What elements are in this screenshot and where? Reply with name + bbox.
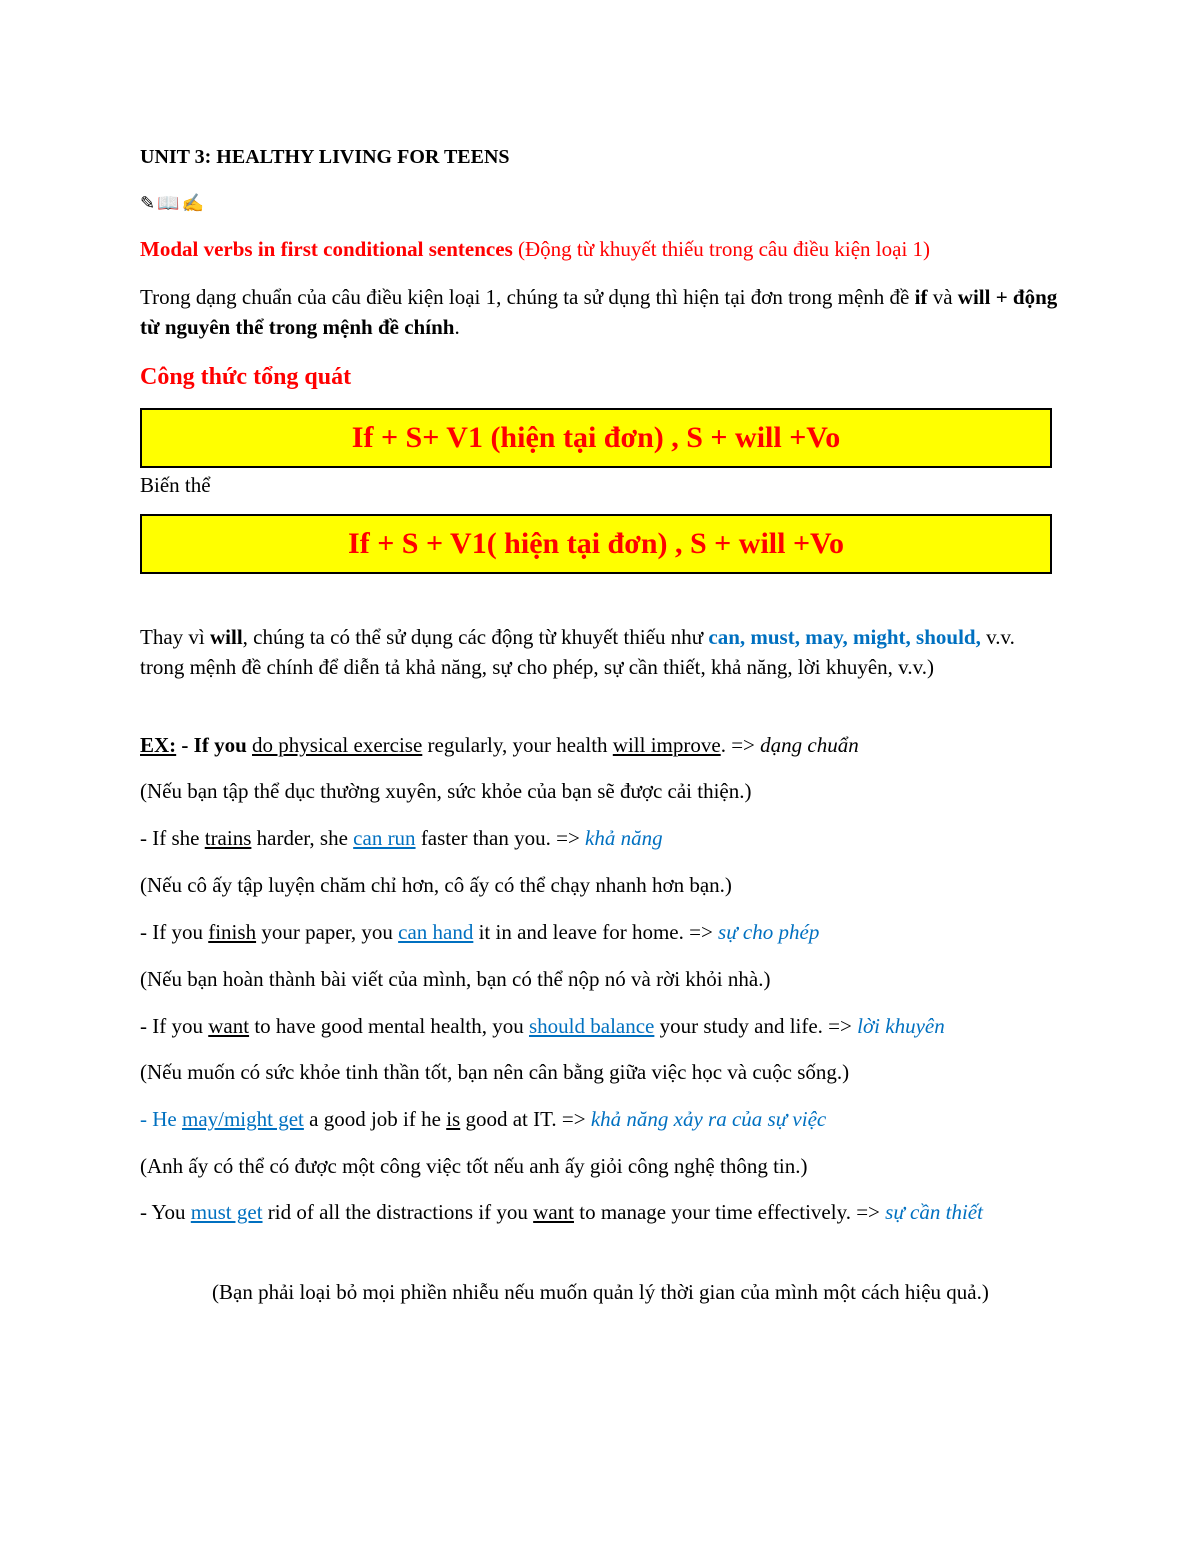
explain-paragraph bbox=[140, 622, 1060, 682]
example-translation: (Nếu bạn tập thể dục thường xuyên, sức khỏe của bạn sẽ được cải thiện.) bbox=[140, 779, 752, 803]
example-text: your study and life. => bbox=[654, 1014, 858, 1038]
example-translation: (Anh ấy có thể có được một công việc tốt nếu anh ấy giỏi công nghệ thông tin.) bbox=[140, 1154, 808, 1178]
example-underline: is bbox=[446, 1107, 461, 1131]
example-text: harder, she bbox=[251, 826, 354, 850]
example-sentence bbox=[140, 823, 1060, 853]
example-underline: finish bbox=[208, 920, 257, 944]
example-note: khả năng xảy ra của sự việc bbox=[590, 1107, 827, 1131]
example-text: - If she bbox=[140, 826, 205, 850]
example-subject: - He bbox=[140, 1107, 182, 1131]
intro-end: . bbox=[454, 315, 460, 339]
formula-box-standard bbox=[140, 408, 1052, 468]
section-heading-vi: (Động từ khuyết thiếu trong câu điều kiện loại 1) bbox=[518, 237, 931, 261]
example-modal: can hand bbox=[398, 920, 474, 944]
explain-will: will bbox=[209, 625, 243, 649]
example-translation: (Bạn phải loại bỏ mọi phiền nhiễu nếu muốn quản lý thời gian của mình một cách hiệu quả.) bbox=[212, 1280, 989, 1304]
example-translation: (Nếu bạn hoàn thành bài viết của mình, bạn có thể nộp nó và rời khỏi nhà.) bbox=[140, 967, 771, 991]
example-text: a good job if he bbox=[303, 1107, 447, 1131]
unit-title: UNIT 3: HEALTHY LIVING FOR TEENS bbox=[140, 146, 510, 168]
example-text: it in and leave for home. => bbox=[473, 920, 719, 944]
example-text: rid of all the distractions if you bbox=[262, 1200, 534, 1224]
example-text: - You bbox=[140, 1200, 191, 1224]
example-underline: do physical exercise bbox=[252, 733, 423, 757]
example-text: faster than you. => bbox=[415, 826, 586, 850]
example-text: your paper, you bbox=[256, 920, 399, 944]
variant-label: Biến thể bbox=[140, 473, 211, 497]
section-heading-en: Modal verbs in first conditional sentences bbox=[140, 237, 513, 261]
example-sentence bbox=[140, 1104, 1060, 1134]
example-translation: (Nếu cô ấy tập luyện chăm chỉ hơn, cô ấy có thể chạy nhanh hơn bạn.) bbox=[140, 873, 732, 897]
example-sentence bbox=[140, 917, 1060, 947]
formula-box-variant bbox=[140, 514, 1052, 574]
example-text: - If you bbox=[140, 1014, 209, 1038]
example-modal: must get bbox=[190, 1200, 263, 1224]
example-sentence bbox=[140, 1011, 1060, 1041]
example-note: lời khuyên bbox=[857, 1014, 945, 1038]
example-underline: want bbox=[533, 1200, 574, 1224]
example-text: - If you bbox=[140, 920, 209, 944]
example-prefix: EX: bbox=[140, 733, 177, 757]
example-note: dạng chuẩn bbox=[760, 733, 859, 757]
formula-standard: If + S+ V1 (hiện tại đơn) , S + will +Vo bbox=[351, 421, 841, 454]
section-heading bbox=[140, 234, 1060, 264]
formula-variant: If + S + V1( hiện tại đơn) , S + will +Vo bbox=[348, 527, 844, 560]
explain-modals: can, must, may, might, should, bbox=[708, 625, 981, 649]
example-note: khả năng bbox=[585, 826, 663, 850]
intro-bold: will + động từ nguyên thể trong mệnh đề chính bbox=[140, 285, 1058, 339]
example-translation: (Nếu muốn có sức khỏe tinh thần tốt, bạn nên cân bằng giữa việc học và cuộc sống.) bbox=[140, 1060, 850, 1084]
explain-text: Thay vì bbox=[140, 625, 210, 649]
example-text: - If you bbox=[176, 733, 253, 757]
example-underline: trains bbox=[204, 826, 252, 850]
example-text: to manage your time effectively. => bbox=[573, 1200, 886, 1224]
example-modal: can run bbox=[353, 826, 416, 850]
example-modal: may/might get bbox=[181, 1107, 304, 1131]
example-sentence bbox=[140, 1197, 1074, 1227]
explain-text: v.v. trong mệnh đề chính để diễn tả khả năng, sự cho phép, sự cần thiết, khả năng, lời khuyên, v.v.) bbox=[140, 625, 1015, 679]
explain-text: , chúng ta có thể sử dụng các động từ khuyết thiếu như bbox=[242, 625, 709, 649]
example-sentence bbox=[140, 730, 1060, 760]
book-pen-icon: ✎📖✍ bbox=[140, 193, 206, 213]
example-note: sự cần thiết bbox=[885, 1200, 983, 1224]
example-modal: should balance bbox=[529, 1014, 655, 1038]
example-text: regularly, your health bbox=[422, 733, 613, 757]
intro-text: và bbox=[927, 285, 958, 309]
example-underline: will improve bbox=[612, 733, 721, 757]
formula-heading: Công thức tổng quát bbox=[140, 364, 352, 390]
intro-text: Trong dạng chuẩn của câu điều kiện loại 1, chúng ta sử dụng thì hiện tại đơn trong mệnh đề bbox=[140, 285, 915, 309]
example-text: to have good mental health, you bbox=[249, 1014, 529, 1038]
intro-paragraph bbox=[140, 282, 1060, 342]
intro-if: if bbox=[914, 285, 928, 309]
example-text: good at IT. => bbox=[460, 1107, 591, 1131]
example-note: sự cho phép bbox=[718, 920, 820, 944]
example-underline: want bbox=[208, 1014, 250, 1038]
example-text: . => bbox=[720, 733, 761, 757]
